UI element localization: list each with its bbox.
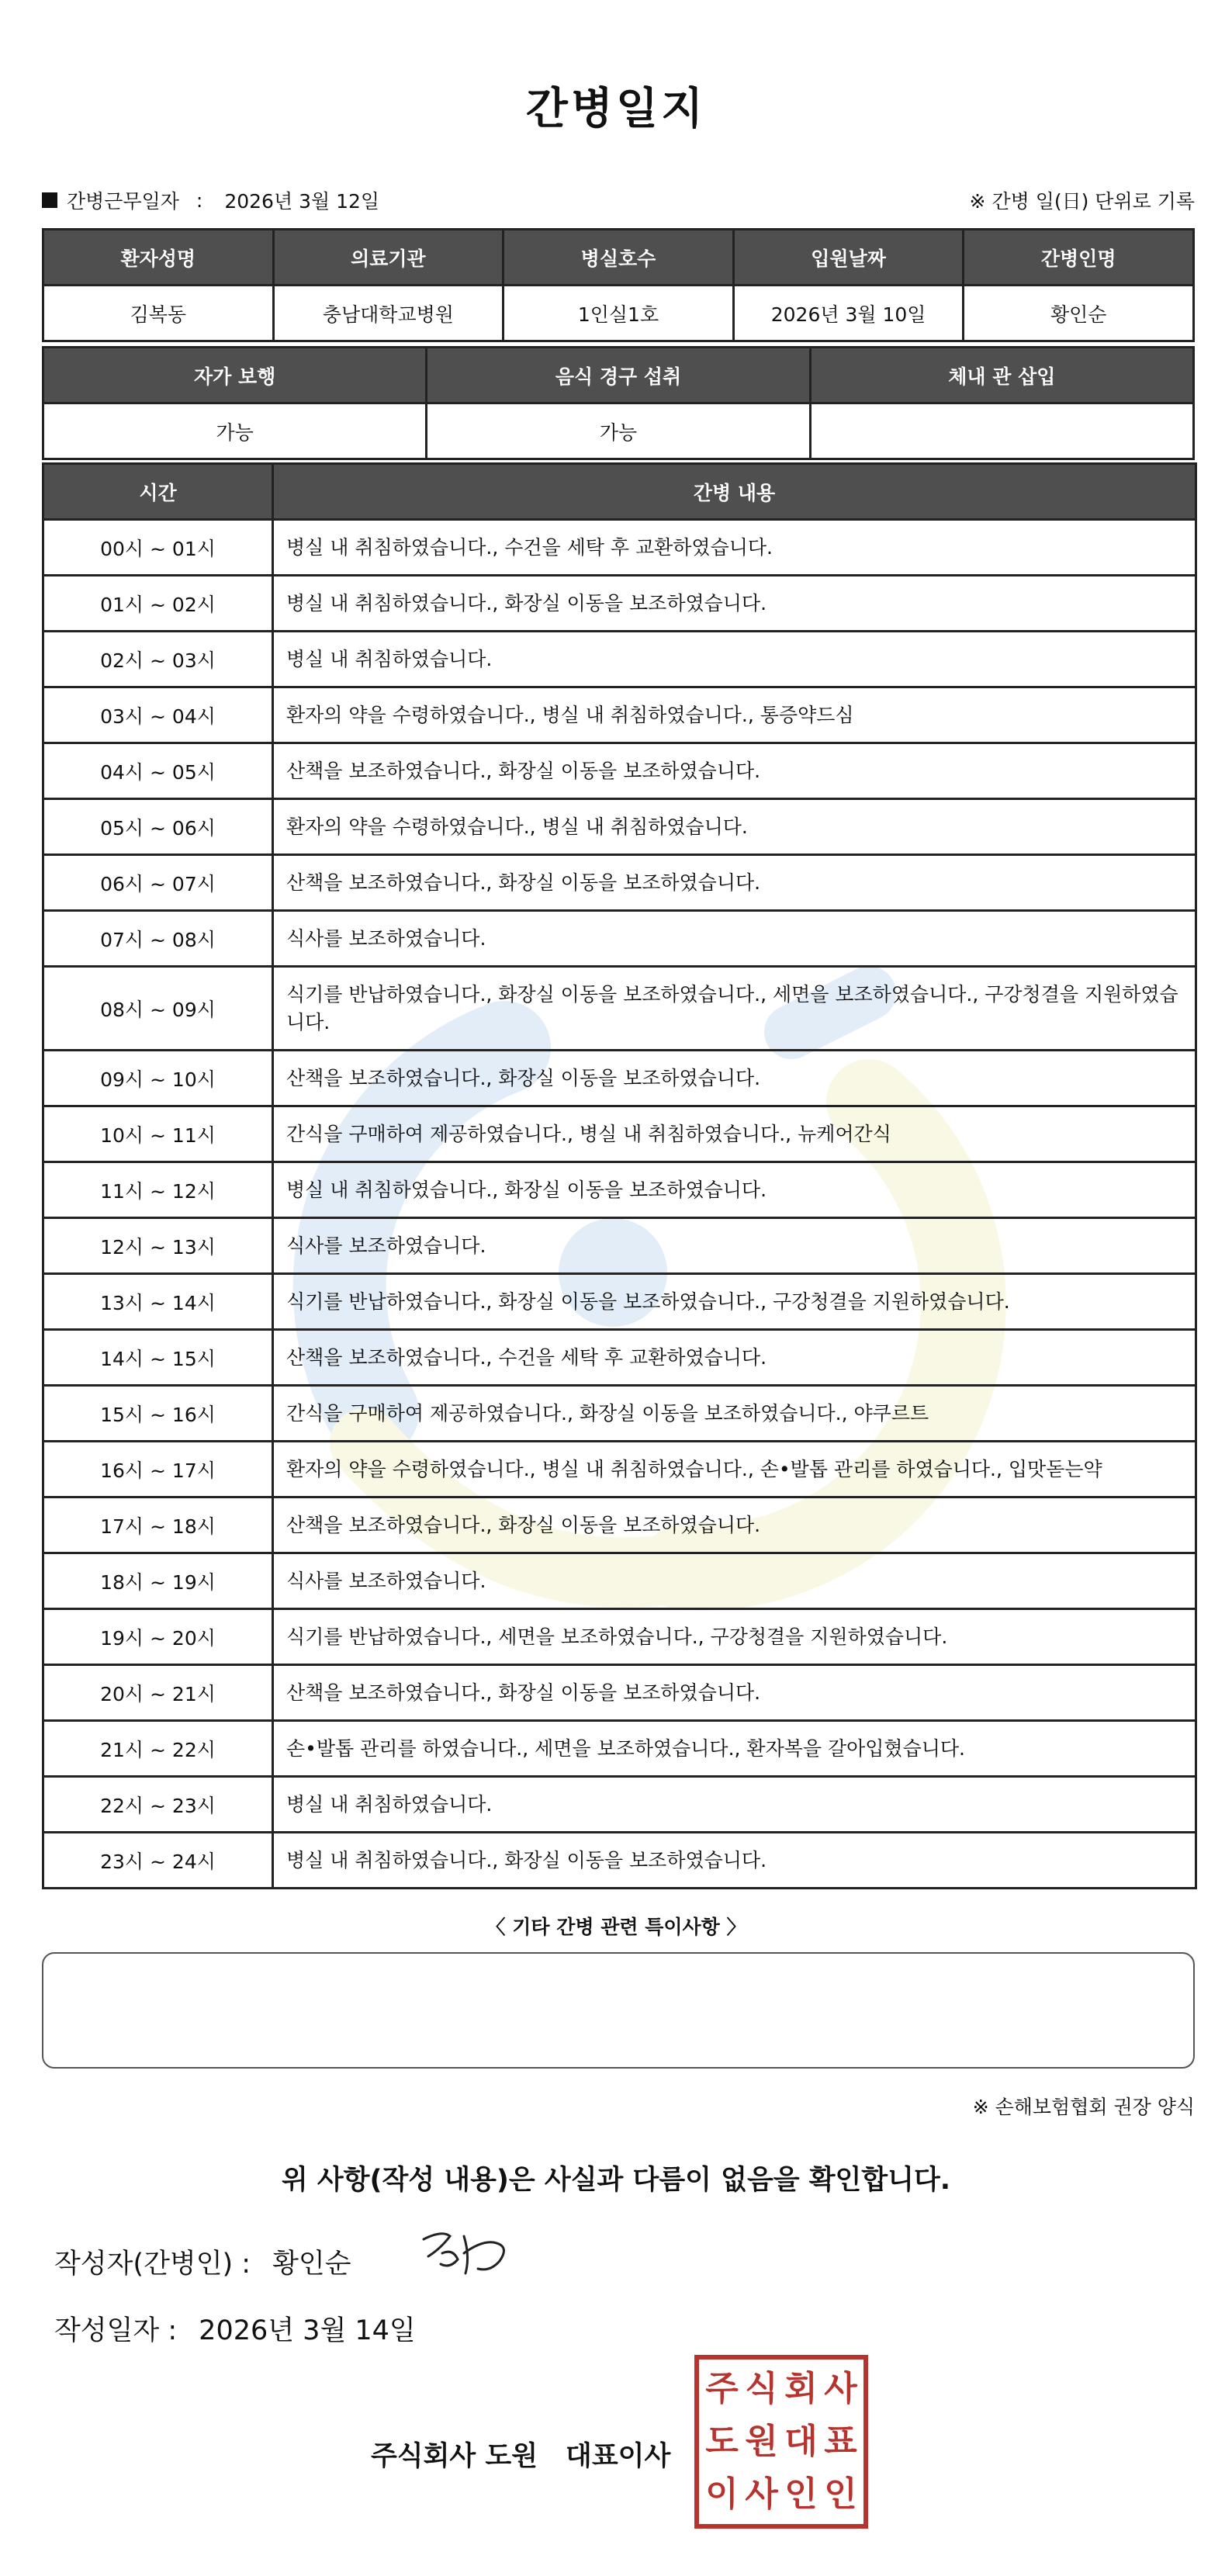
row-content: 식사를 보조하였습니다. [273, 1553, 1196, 1609]
row-content: 산책을 보조하였습니다., 화장실 이동을 보조하였습니다. [273, 1497, 1196, 1553]
row-content: 병실 내 취침하였습니다., 화장실 이동을 보조하였습니다. [273, 576, 1196, 632]
row-content: 산책을 보조하였습니다., 화장실 이동을 보조하였습니다. [273, 1051, 1196, 1106]
row-time: 13시 ~ 14시 [43, 1274, 273, 1330]
table-row [43, 1609, 1196, 1665]
admission-date: 2026년 3월 10일 [733, 286, 964, 341]
table-row [43, 576, 1196, 632]
row-time: 22시 ~ 23시 [43, 1777, 273, 1833]
signature [419, 2225, 520, 2280]
row-time: 20시 ~ 21시 [43, 1665, 273, 1721]
row-content: 환자의 약을 수령하였습니다., 병실 내 취침하였습니다., 손•발톱 관리를 하였습니다., 입맛돋는약 [273, 1442, 1196, 1497]
company-row [371, 2435, 670, 2474]
row-content: 식기를 반납하였습니다., 화장실 이동을 보조하였습니다., 세면을 보조하였습니다., 구강청결을 지원하였습니다. [273, 967, 1196, 1051]
writer-row [54, 2242, 351, 2281]
row-content: 병실 내 취침하였습니다. [273, 1777, 1196, 1833]
writer-name: 황인순 [272, 2249, 351, 2280]
row-content: 식기를 반납하였습니다., 세면을 보조하였습니다., 구강청결을 지원하였습니다. [273, 1609, 1196, 1665]
row-time: 08시 ~ 09시 [43, 967, 273, 1051]
table-row [43, 520, 1196, 576]
seal-char: 회 [784, 2369, 818, 2408]
care-date-separator: : [196, 189, 203, 212]
table-row [43, 1330, 1196, 1386]
self-walking-value: 가능 [43, 403, 427, 459]
table-row [43, 799, 1196, 855]
seal-char: 사 [745, 2474, 778, 2514]
header-time: 시간 [43, 464, 273, 520]
header-oral-intake: 음식 경구 섭취 [427, 348, 810, 403]
table-row [43, 1777, 1196, 1833]
table-row [43, 1162, 1196, 1218]
row-time: 04시 ~ 05시 [43, 743, 273, 799]
row-time: 01시 ~ 02시 [43, 576, 273, 632]
row-time: 00시 ~ 01시 [43, 520, 273, 576]
row-content: 간식을 구매하여 제공하였습니다., 병실 내 취침하였습니다., 뉴케어간식 [273, 1106, 1196, 1162]
row-time: 02시 ~ 03시 [43, 632, 273, 687]
header-self-walking: 자가 보행 [43, 348, 427, 403]
row-time: 12시 ~ 13시 [43, 1218, 273, 1274]
written-date-value: 2026년 3월 14일 [199, 2315, 416, 2346]
row-content: 병실 내 취침하였습니다. [273, 632, 1196, 687]
writer-label: 작성자(간병인) : [54, 2249, 251, 2280]
row-content: 식기를 반납하였습니다., 화장실 이동을 보조하였습니다., 구강청결을 지원하였습니다. [273, 1274, 1196, 1330]
row-time: 14시 ~ 15시 [43, 1330, 273, 1386]
confirmation-statement: 위 사항(작성 내용)은 사실과 다름이 없음을 확인합니다. [281, 2165, 951, 2196]
row-content: 병실 내 취침하였습니다., 화장실 이동을 보조하였습니다. [273, 1162, 1196, 1218]
row-content: 환자의 약을 수령하였습니다., 병실 내 취침하였습니다. [273, 799, 1196, 855]
seal-char: 사 [824, 2369, 857, 2408]
row-time: 10시 ~ 11시 [43, 1106, 273, 1162]
row-content: 식사를 보조하였습니다. [273, 1218, 1196, 1274]
row-time: 17시 ~ 18시 [43, 1497, 273, 1553]
row-time: 15시 ~ 16시 [43, 1386, 273, 1442]
company-name: 주식회사 도원 [371, 2441, 538, 2472]
written-date-label: 작성일자 : [54, 2315, 178, 2346]
row-content: 간식을 구매하여 제공하였습니다., 화장실 이동을 보조하였습니다., 야쿠르트 [273, 1386, 1196, 1442]
header-care-content: 간병 내용 [273, 464, 1196, 520]
header-patient-name: 환자성명 [43, 230, 274, 286]
row-content: 산책을 보조하였습니다., 화장실 이동을 보조하였습니다. [273, 743, 1196, 799]
care-date-row [42, 186, 1195, 217]
row-time: 18시 ~ 19시 [43, 1553, 273, 1609]
patient-status-table [42, 346, 1195, 460]
row-content: 병실 내 취침하였습니다., 화장실 이동을 보조하였습니다. [273, 1833, 1196, 1889]
seal-char: 대 [784, 2422, 818, 2461]
caregiver-name: 황인순 [964, 286, 1194, 341]
table-row [43, 1553, 1196, 1609]
row-content: 병실 내 취침하였습니다., 수건을 세탁 후 교환하였습니다. [273, 520, 1196, 576]
recommended-form-note: ※ 손해보험협회 권장 양식 [972, 2096, 1195, 2118]
notes-title: 〈 기타 간병 관련 특이사항 〉 [486, 1916, 746, 1938]
seal-char: 이 [705, 2474, 739, 2514]
table-row [43, 855, 1196, 911]
seal-char: 도 [705, 2422, 739, 2461]
written-date-row [54, 2309, 416, 2348]
seal-char: 주 [705, 2369, 739, 2408]
oral-intake-value: 가능 [427, 403, 810, 459]
care-date-value: 2026년 3월 12일 [224, 190, 380, 213]
table-row [43, 1665, 1196, 1721]
seal-char: 표 [824, 2422, 857, 2461]
table-row [43, 1721, 1196, 1777]
care-log-table [42, 462, 1197, 1889]
row-time: 06시 ~ 07시 [43, 855, 273, 911]
table-row [43, 911, 1196, 967]
row-time: 09시 ~ 10시 [43, 1051, 273, 1106]
row-content: 산책을 보조하였습니다., 수건을 세탁 후 교환하였습니다. [273, 1330, 1196, 1386]
record-unit-note: ※ 간병 일(日) 단위로 기록 [969, 190, 1195, 213]
table-row [43, 1274, 1196, 1330]
patient-info-table [42, 228, 1195, 342]
patient-name: 김복동 [43, 286, 274, 341]
tube-insertion-value [810, 403, 1193, 459]
seal-char: 식 [745, 2369, 778, 2408]
company-seal-stamp [694, 2355, 868, 2529]
table-row [43, 1442, 1196, 1497]
table-row [43, 967, 1196, 1051]
header-tube-insertion: 체내 관 삽입 [810, 348, 1193, 403]
company-title: 대표이사 [566, 2441, 671, 2472]
seal-char: 원 [745, 2422, 778, 2461]
row-time: 07시 ~ 08시 [43, 911, 273, 967]
room-number: 1인실1호 [504, 286, 734, 341]
table-row [43, 1833, 1196, 1889]
table-row [43, 1218, 1196, 1274]
row-content: 식사를 보조하였습니다. [273, 911, 1196, 967]
row-time: 05시 ~ 06시 [43, 799, 273, 855]
row-time: 03시 ~ 04시 [43, 687, 273, 743]
row-content: 손•발톱 관리를 하였습니다., 세면을 보조하였습니다., 환자복을 갈아입혔습니다. [273, 1721, 1196, 1777]
header-caregiver: 간병인명 [964, 230, 1194, 286]
table-row [43, 1386, 1196, 1442]
notes-box [42, 1952, 1195, 2069]
header-hospital: 의료기관 [273, 230, 504, 286]
seal-char: 인 [824, 2474, 857, 2514]
table-row [43, 687, 1196, 743]
row-content: 산책을 보조하였습니다., 화장실 이동을 보조하였습니다. [273, 855, 1196, 911]
table-row [43, 743, 1196, 799]
seal-char: 인 [784, 2474, 818, 2514]
header-room: 병실호수 [504, 230, 734, 286]
table-row [43, 1051, 1196, 1106]
table-row [43, 1106, 1196, 1162]
row-time: 16시 ~ 17시 [43, 1442, 273, 1497]
row-time: 21시 ~ 22시 [43, 1721, 273, 1777]
table-row [43, 1497, 1196, 1553]
row-time: 11시 ~ 12시 [43, 1162, 273, 1218]
hospital-name: 충남대학교병원 [273, 286, 504, 341]
header-admission-date: 입원날짜 [733, 230, 964, 286]
page-title: 간병일지 [525, 84, 707, 134]
row-time: 23시 ~ 24시 [43, 1833, 273, 1889]
table-row [43, 632, 1196, 687]
square-bullet-icon [42, 192, 57, 208]
row-content: 산책을 보조하였습니다., 화장실 이동을 보조하였습니다. [273, 1665, 1196, 1721]
row-time: 19시 ~ 20시 [43, 1609, 273, 1665]
care-date-label: 간병근무일자 [67, 190, 179, 213]
row-content: 환자의 약을 수령하였습니다., 병실 내 취침하였습니다., 통증약드심 [273, 687, 1196, 743]
